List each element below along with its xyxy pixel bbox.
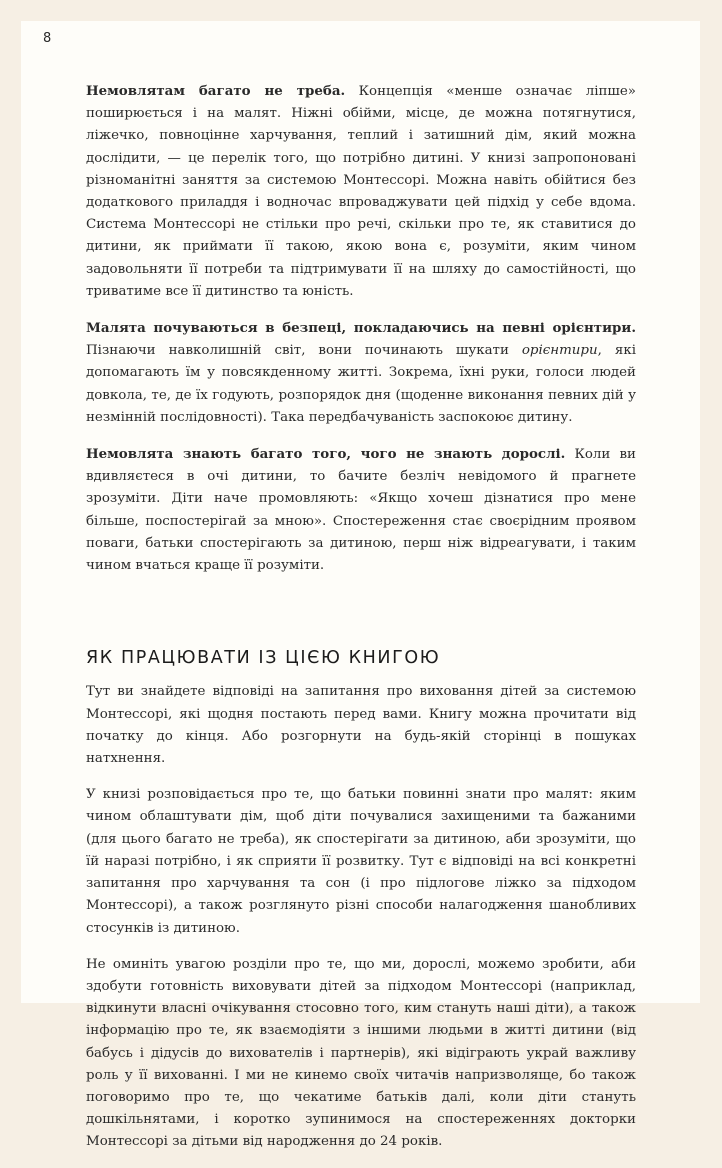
page-content (86, 80, 636, 1168)
paragraph-text: Концепція «менше означає ліпше» поширюється і на малят. Ніжні обійми, місце, де можна потягнутися, ліжечко, повноцінне харчування, теплий і затишний дім, який можна дослідити, — це перелік того, що потрібно дитині. У книзі запропоновані різноманітні заняття за системою Монтессорі. Можна навіть обійтися без додаткового приладдя і водночас впроваджувати цей підхід у себе вдома. Система Монтессорі не стільки про речі, скільки про те, як ставитися до дитини, як приймати її такою, якою вона є, розуміти, яким чином задовольняти її потреби та підтримувати її на шляху до самостійності, що триватиме все її дитинство та юність. (86, 84, 636, 299)
section-paragraph-3: Не оминіть увагою розділи про те, що ми, дорослі, можемо зробити, аби здобути готовність виховувати дітей за підходом Монтессорі (наприклад, відкинути власні очікування стосовно того, ким стануть наші діти), а також інформацію про те, як взаємодіяти з іншими людьми в житті дитини (від бабусь і дідусів до вихователів і партнерів), які відіграють украй важливу роль у її вихованні. І ми не кинемо своїх читачів напризволяще, бо також поговоримо про те, що чекатиме батьків далі, коли діти стануть дошкільнятами, і коротко зупинимося на спостереженнях докторки Монтессорі за дітьми від народження до 24 років. (86, 956, 636, 1150)
paragraph-lead: Немовлята знають багато того, чого не знають дорослі. (86, 446, 566, 463)
paragraph-text: Коли ви вдивляєтеся в очі дитини, то бачите безліч невідомого й прагнете зрозуміти. Діти наче промовляють: «Якщо хочеш дізнатися про мене більше, поспостерігай за мною». Спостереження стає своєрідним проявом поваги, батьки спостерігають за дитиною, перш ніж відреагувати, і таким чином вчаться краще її розуміти. (86, 447, 636, 574)
section-paragraph-2: У книзі розповідається про те, що батьки повинні знати про малят: яким чином облаштувати дім, щоб діти почувалися захищеними та бажаними (для цього багато не треба), як спостерігати за дитиною, аби зрозуміти, що їй наразі потрібно, і як сприяти її розвитку. Тут є відповіді на всі конкретні запитання про харчування та сон (і про підлогове ліжко за підходом Монтессорі), а також розглянуто різні способи налагодження шанобливих стосунків із дитиною. (86, 787, 636, 936)
intro-paragraph-3 (86, 443, 636, 577)
page-number: 8 (43, 31, 52, 46)
section-heading: ЯК ПРАЦЮВАТИ ІЗ ЦІЄЮ КНИГОЮ (86, 648, 441, 669)
intro-paragraph-2 (86, 317, 636, 429)
paragraph-lead: Малята почуваються в безпеці, покладаючись на певні орієнтири. (86, 320, 636, 337)
paragraph-text: Пізнаючи навколишній світ, вони починають шукати (86, 343, 522, 359)
intro-paragraph-1 (86, 80, 636, 303)
book-page (21, 21, 700, 1150)
emphasis-text: орієнтири (521, 343, 598, 359)
paragraph-lead: Немовлятам багато не треба. (86, 83, 346, 99)
paragraph-text: , які допомагають їм у повсякденному житті. Зокрема, їхні руки, голоси людей довкола, те, де їх годують, розпорядок дня (щоденне виконання певних дій у незмінній послідовності). Така передбачуваність заспокоює дитину. (86, 343, 636, 425)
section-paragraph-1: Тут ви знайдете відповіді на запитання про виховання дітей за системою Монтессорі, які щодня постають перед вами. Книгу можна прочитати від початку до кінця. Або розгорнути на будь-якій сторінці в пошуках натхнення. (86, 684, 636, 767)
